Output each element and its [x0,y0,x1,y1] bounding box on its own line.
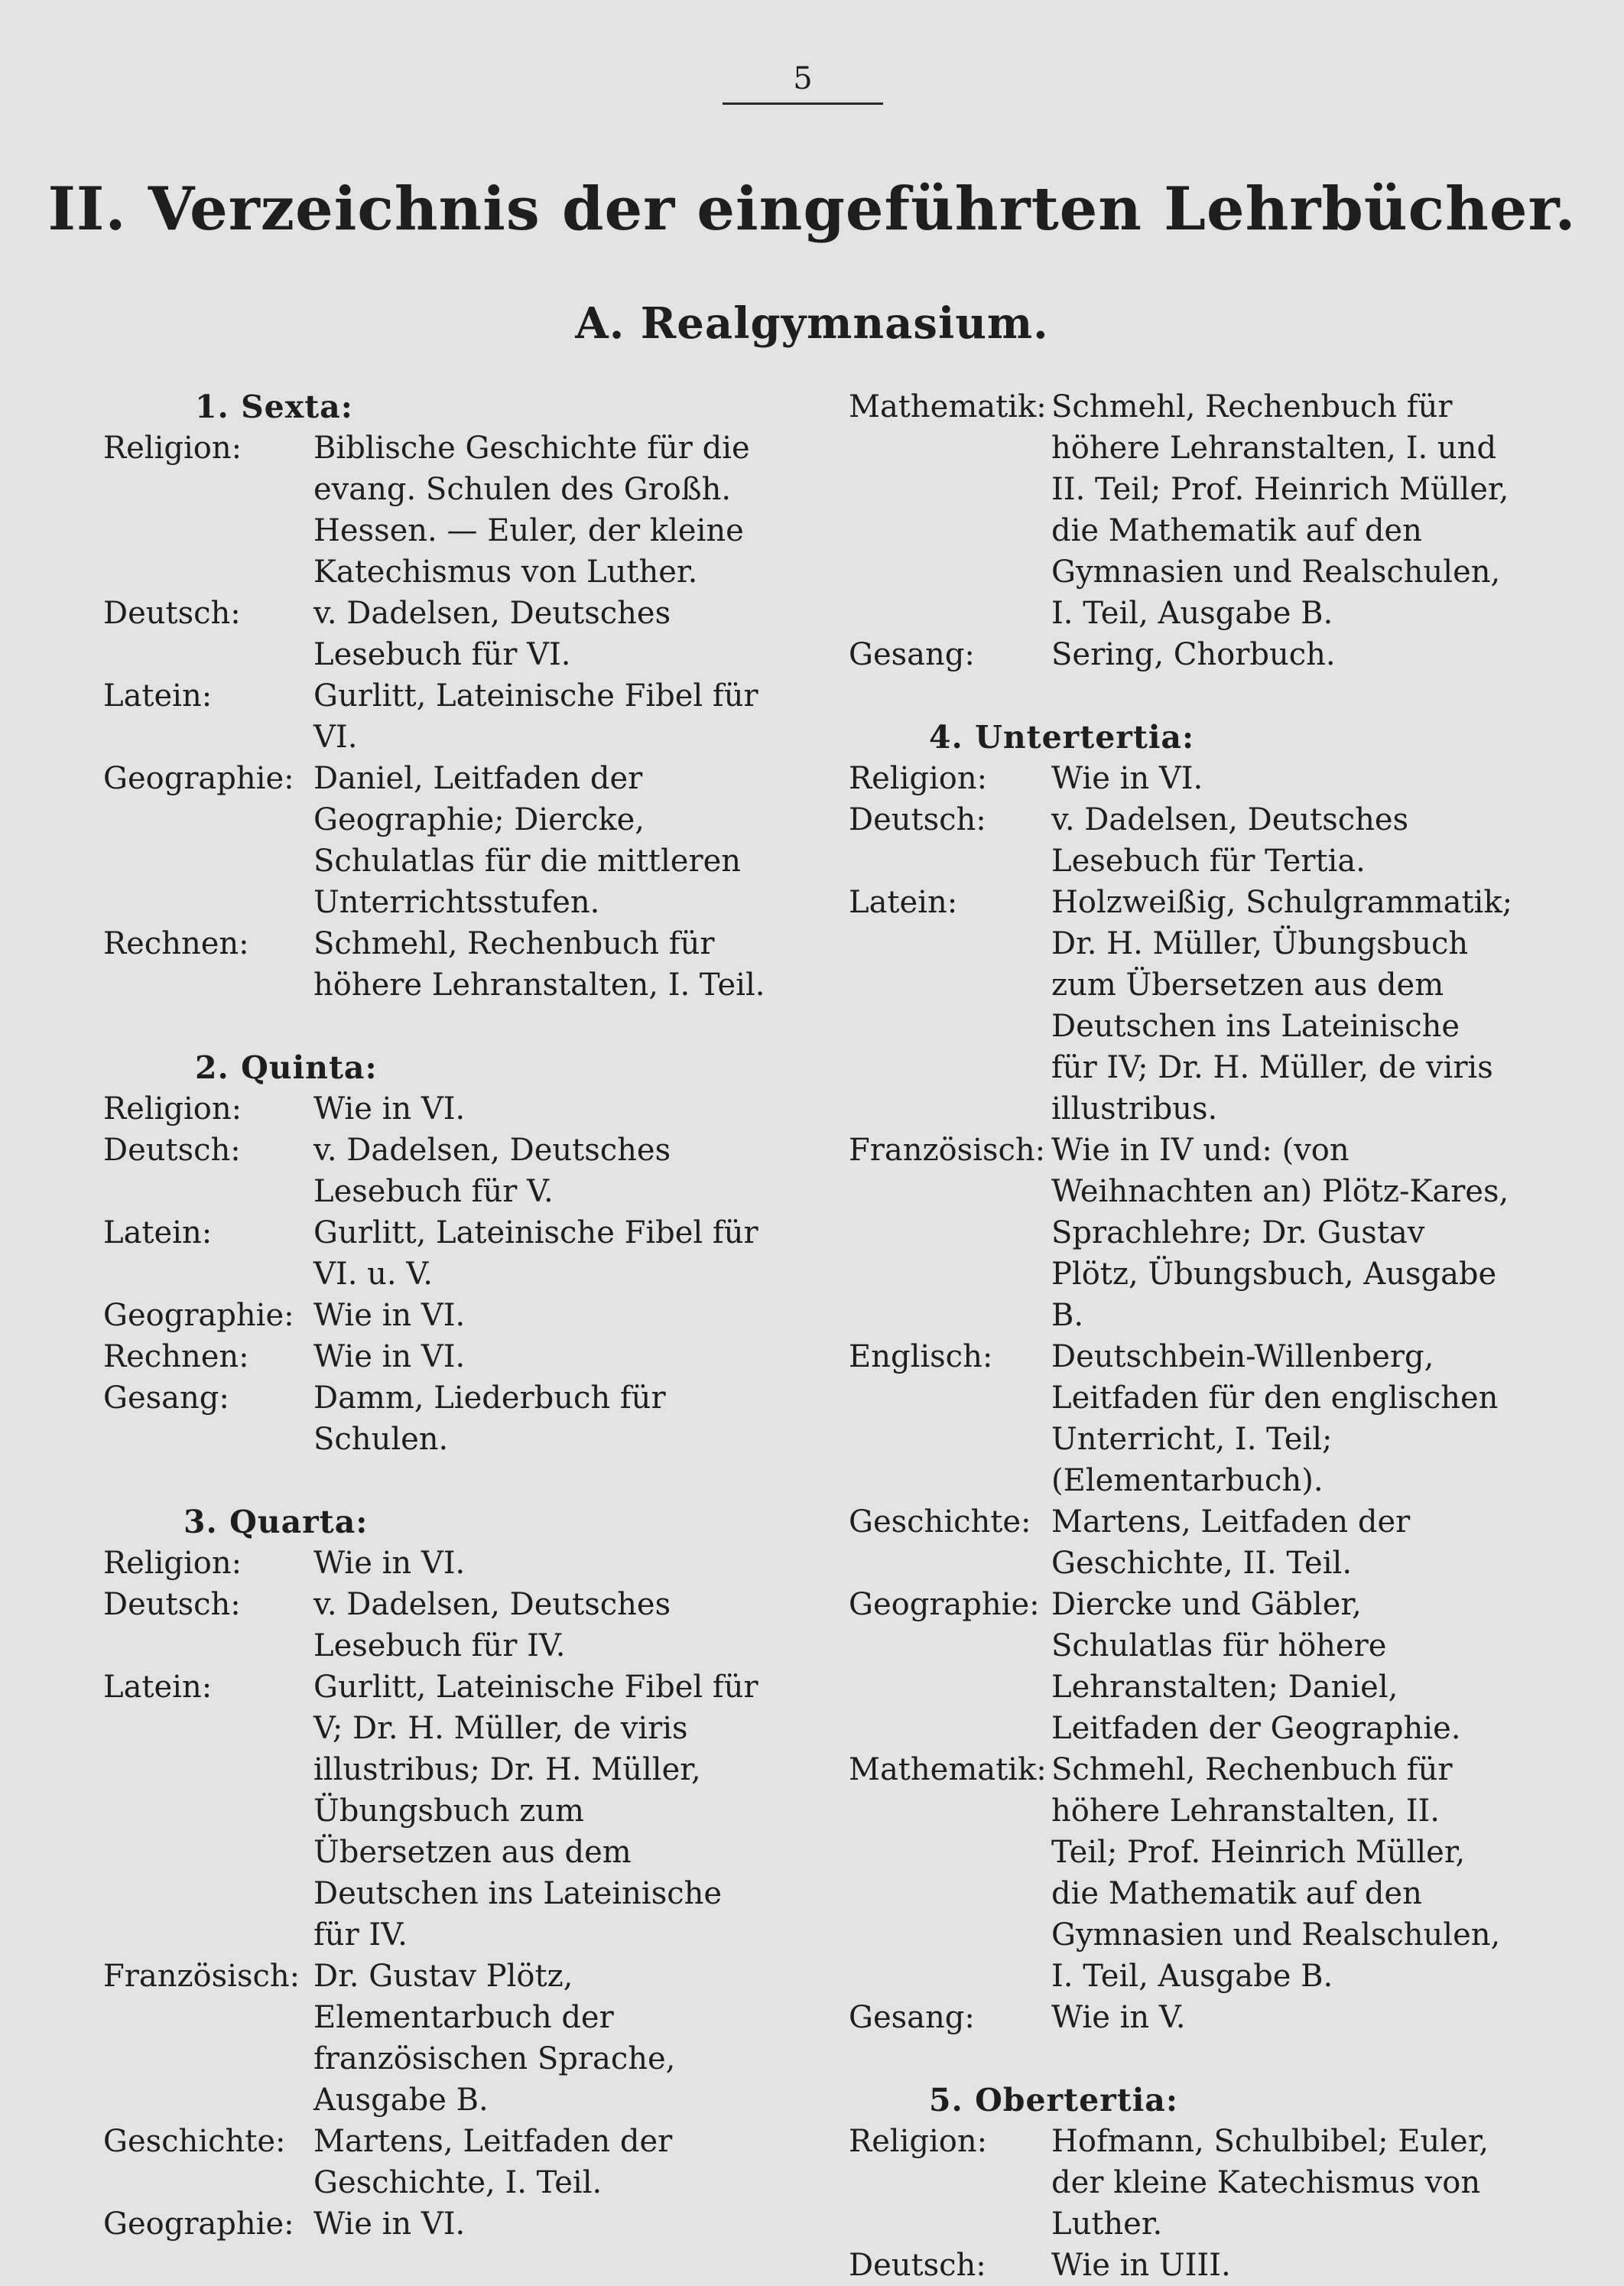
subject-label: Deutsch: [103,1587,241,1622]
subject-label: Deutsch: [849,802,986,837]
subject-label: Deutsch: [849,2248,986,2283]
subject-label: Gesang: [849,2000,975,2035]
book-text: Hofmann, Schulbibel; Euler, der kleine Katechismus von Luther. [1051,2124,1489,2242]
book-text: Wie in VI. [313,1091,466,1127]
subject-label: Gesang: [849,637,975,672]
section-heading: 1. Sexta: [195,389,353,425]
list-item [849,2245,1514,2286]
list-item [103,1584,768,1667]
list-item [103,1667,768,1956]
section-heading: 5. Obertertia: [929,2082,1178,2119]
subject-label: Geographie: [103,1298,294,1333]
subject-label: Religion: [103,1091,242,1127]
subject-label: Geographie: [103,2206,294,2242]
subject-label: Religion: [849,761,988,796]
section-subtitle: A. Realgymnasium. [575,298,1049,349]
subject-label: Gesang: [103,1380,229,1416]
subject-label: Rechnen: [103,926,249,961]
right-column [849,386,1514,2286]
book-text: Wie in UIII. [1051,2248,1231,2283]
subject-label: Deutsch: [103,1133,241,1168]
subject-label: Französisch: [849,1133,1046,1168]
subject-label: Mathematik: [849,1752,1047,1787]
list-item [103,1088,768,1130]
book-text: Sering, Chorbuch. [1051,637,1336,672]
subject-label: Französisch: [103,1959,300,1994]
subject-label: Geschichte: [849,1504,1031,1540]
book-text: Martens, Leitfaden der Geschichte, I. Teil. [313,2124,673,2200]
list-item [103,593,768,675]
left-column [103,386,768,2245]
list-item [103,2121,768,2203]
list-item [849,1501,1514,1584]
list-item [849,882,1514,1130]
list-item [103,758,768,923]
book-text: v. Dadelsen, Deutsches Lesebuch für IV. [313,1587,671,1663]
list-item [103,1295,768,1336]
subject-label: Deutsch: [103,596,241,631]
list-item [849,1997,1514,2038]
book-text: Schmehl, Rechenbuch für höhere Lehranstalten, II. Teil; Prof. Heinrich Müller, die Mathematik auf den Gymnasien und Realschulen, I. Teil, Ausgabe B. [1051,1752,1501,1994]
list-item [849,634,1514,675]
list-item [103,923,768,1006]
book-text: Holzweißig, Schulgrammatik; Dr. H. Müller, Übungsbuch zum Übersetzen aus dem Deutschen ins Lateinische für IV; Dr. H. Müller, de viris illustribus. [1051,885,1513,1127]
book-text: Wie in V. [1051,2000,1186,2035]
book-text: Diercke und Gäbler, Schulatlas für höhere Lehranstalten; Daniel, Leitfaden der Geographie. [1051,1587,1461,1746]
book-text: Gurlitt, Lateinische Fibel für V; Dr. H. Müller, de viris illustribus; Dr. H. Müller, Übungsbuch zum Übersetzen aus dem Deutschen ins Lateinische für IV. [313,1670,758,1953]
list-item [103,1336,768,1377]
book-text: Wie in VI. [313,1298,466,1333]
book-text: Gurlitt, Lateinische Fibel für VI. [313,678,758,755]
book-text: v. Dadelsen, Deutsches Lesebuch für V. [313,1133,671,1209]
list-item [849,386,1514,634]
list-item [103,2203,768,2245]
subject-label: Latein: [103,1670,213,1705]
book-text: Wie in VI. [313,1339,466,1374]
book-text: Wie in VI. [313,2206,466,2242]
subject-label: Geographie: [849,1587,1040,1622]
list-item [103,1212,768,1295]
subject-label: Religion: [849,2124,988,2159]
list-item [849,1584,1514,1749]
list-item [849,1336,1514,1501]
book-text: v. Dadelsen, Deutsches Lesebuch für VI. [313,596,671,672]
list-item [849,1130,1514,1336]
subject-label: Geschichte: [103,2124,286,2159]
subject-label: Geographie: [103,761,294,796]
subject-label: Englisch: [849,1339,993,1374]
section-heading: 3. Quarta: [184,1504,369,1540]
section-heading: 4. Untertertia: [929,719,1195,756]
list-item [103,1543,768,1584]
book-text: Wie in VI. [313,1546,466,1581]
book-text: Wie in VI. [1051,761,1203,796]
list-item [103,1956,768,2121]
list-item [849,758,1514,799]
subject-label: Latein: [103,1215,213,1250]
page-title: II. Verzeichnis der eingeführten Lehrbücher. [47,174,1577,244]
book-text: Damm, Liederbuch für Schulen. [313,1380,666,1457]
subject-label: Rechnen: [103,1339,249,1374]
subject-label: Latein: [849,885,958,920]
book-text: Biblische Geschichte für die evang. Schulen des Großh. Hessen. — Euler, der kleine Katechismus von Luther. [313,431,750,590]
subject-label: Religion: [103,1546,242,1581]
page-number: 5 [723,60,883,105]
subject-label: Latein: [103,678,213,714]
list-item [849,799,1514,882]
book-text: Schmehl, Rechenbuch für höhere Lehranstalten, I. Teil. [313,926,765,1003]
list-item [849,2121,1514,2245]
book-text: Deutschbein-Willenberg, Leitfaden für den englischen Unterricht, I. Teil; (Elementarbuch). [1051,1339,1499,1498]
section-heading: 2. Quinta: [195,1049,378,1086]
subject-label: Mathematik: [849,389,1047,424]
book-text: v. Dadelsen, Deutsches Lesebuch für Tertia. [1051,802,1409,879]
book-text: Dr. Gustav Plötz, Elementarbuch der französischen Sprache, Ausgabe B. [313,1959,676,2118]
list-item [103,1130,768,1212]
list-item [849,1749,1514,1997]
subject-label: Religion: [103,431,242,466]
book-text: Daniel, Leitfaden der Geographie; Diercke, Schulatlas für die mittleren Unterrichtsstufen. [313,761,742,920]
list-item [103,1377,768,1460]
book-text: Wie in IV und: (von Weihnachten an) Plötz-Kares, Sprachlehre; Dr. Gustav Plötz, Übungsbuch, Ausgabe B. [1051,1133,1509,1333]
list-item [103,428,768,593]
book-text: Schmehl, Rechenbuch für höhere Lehranstalten, I. und II. Teil; Prof. Heinrich Müller, die Mathematik auf den Gymnasien und Realschulen, I. Teil, Ausgabe B. [1051,389,1509,631]
book-text: Martens, Leitfaden der Geschichte, II. Teil. [1051,1504,1411,1581]
list-item [103,675,768,758]
book-text: Gurlitt, Lateinische Fibel für VI. u. V. [313,1215,758,1292]
